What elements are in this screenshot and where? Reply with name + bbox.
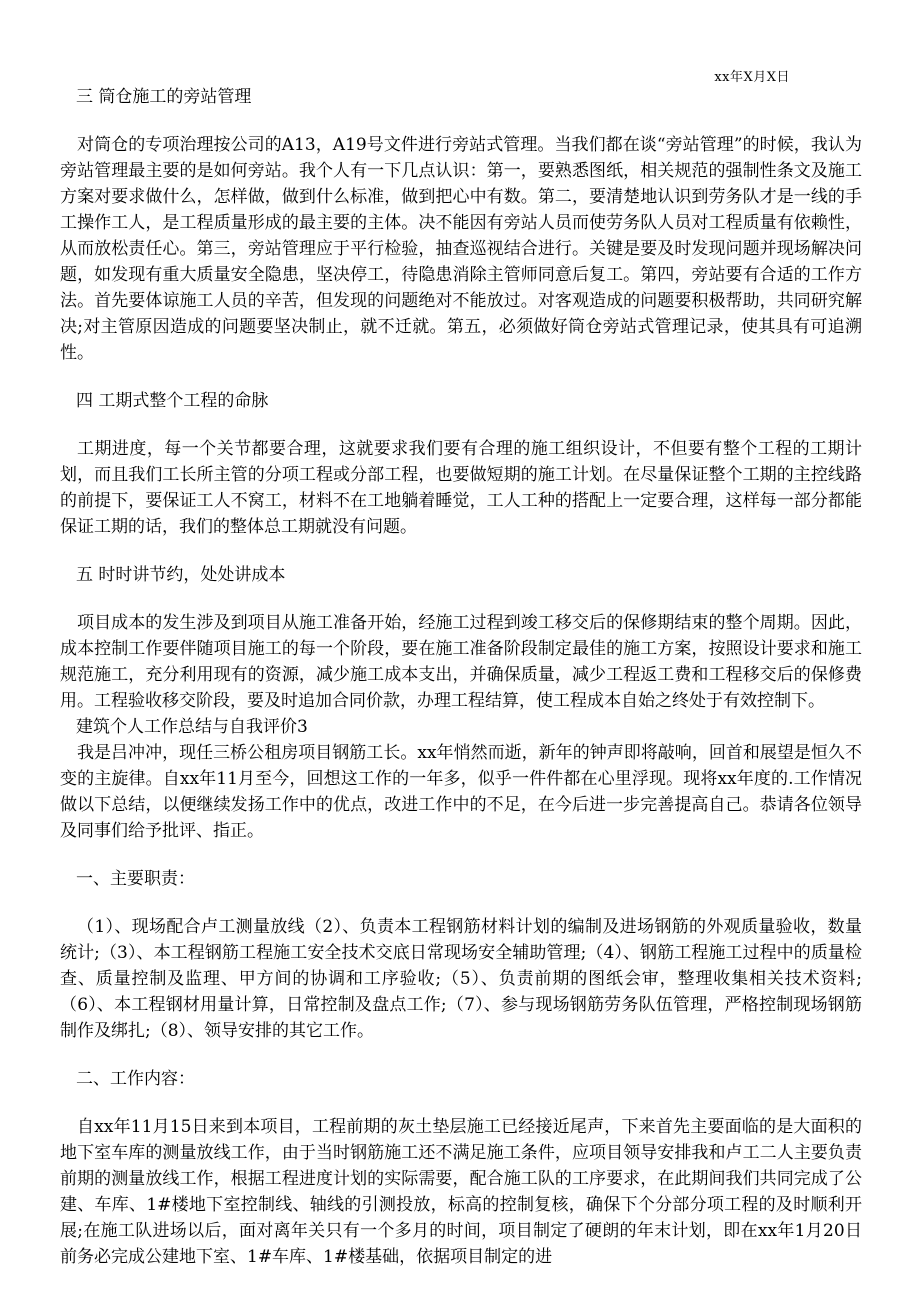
work-content-title: 二、工作内容： xyxy=(76,1069,195,1089)
duties-title: 一、主要职责： xyxy=(76,869,195,889)
document-3-intro: 我是吕冲冲，现任三桥公租房项目钢筋工长。xx年悄然而逝，新年的钟声即将敲响，回首和展望是恒久不变的主旋律。自xx年11月至今，回想这工作的一年多，似乎一件件都在心里浮现。现将xx年度的.工作情况做以下总结，以便继续发扬工作中的优点，改进工作中的不足，在今后进一步完善提高自己。恭请各位领导及同事们给予批评、指正。 xyxy=(60,743,862,841)
duties-body: （1）、现场配合卢工测量放线（2）、负责本工程钢筋材料计划的编制及进场钢筋的外观质量验收，数量统计;（3）、本工程钢筋工程施工安全技术交底日常现场安全辅助管理;（4）、钢筋工程施工过程中的质量检查、质量控制及监理、甲方间的协调和工序验收;（5）、负责前期的图纸会审，整理收集相关技术资料;（6）、本工程钢材用量计算，日常控制及盘点工作;（7）、参与现场钢筋劳务队伍管理，严格控制现场钢筋制作及绑扎;（8）、领导安排的其它工作。 xyxy=(60,917,862,1041)
section-4-title: 四 工期式整个工程的命脉 xyxy=(76,391,269,411)
section-4-body: 工期进度，每一个关节都要合理，这就要求我们要有合理的施工组织设计，不但要有整个工程的工期计划，而且我们工长所主管的分项工程或分部工程，也要做短期的施工计划。在尽量保证整个工期的主控线路的前提下，要保证工人不窝工，材料不在工地躺着睡觉，工人工种的搭配上一定要合理，这样每一部分都能保证工期的话，我们的整体总工期就没有问题。 xyxy=(60,439,862,537)
section-5-body: 项目成本的发生涉及到项目从施工准备开始，经施工过程到竣工移交后的保修期结束的整个周期。因此，成本控制工作要伴随项目施工的每一个阶段，要在施工准备阶段制定最佳的施工方案，按照设计要求和施工规范施工，充分利用现有的资源，减少施工成本支出，并确保质量，减少工程返工费和工程移交后的保修费用。工程验收移交阶段，要及时追加合同价款，办理工程结算，使工程成本自始之终处于有效控制下。 xyxy=(60,613,862,711)
header-date: xx年X月X日 xyxy=(714,70,790,85)
document-body xyxy=(60,84,862,1270)
section-3-body: 对筒仓的专项治理按公司的A13，A19号文件进行旁站式管理。当我们都在谈“旁站管理”的时候，我认为旁站管理最主要的是如何旁站。我个人有一下几点认识：第一，要熟悉图纸，相关规范的强制性条文及施工方案对要求做什么，怎样做，做到什么标准，做到把心中有数。第二，要清楚地认识到劳务队才是一线的手工操作工人，是工程质量形成的最主要的主体。决不能因有旁站人员而使劳务队人员对工程质量有依赖性，从而放松责任心。第三，旁站管理应于平行检验，抽查巡视结合进行。关键是要及时发现问题并现场解决问题，如发现有重大质量安全隐患，坚决停工，待隐患消除主管师同意后复工。第四，旁站要有合适的工作方法。首先要体谅施工人员的辛苦，但发现的问题绝对不能放过。对客观造成的问题要积极帮助，共同研究解决;对主管原因造成的问题要坚决制止，就不迁就。第五，必须做好筒仓旁站式管理记录，使其具有可追溯性。 xyxy=(60,135,862,363)
section-3-title: 三 筒仓施工的旁站管理 xyxy=(76,87,252,107)
section-5-title: 五 时时讲节约，处处讲成本 xyxy=(76,565,286,585)
work-content-body: 自xx年11月15日来到本项目，工程前期的灰土垫层施工已经接近尾声，下来首先主要面临的是大面积的地下室车库的测量放线工作，由于当时钢筋施工还不满足施工条件，应项目领导安排我和卢工二人主要负责前期的测量放线工作，根据工程进度计划的实际需要，配合施工队的工序要求，在此期间我们共同完成了公建、车库、1#楼地下室控制线、轴线的引测投放，标高的控制复核，确保下个分部分项工程的及时顺利开展;在施工队进场以后，面对离年关只有一个多月的时间，项目制定了硬朗的年末计划，即在xx年1月20日前务必完成公建地下室、1#车库、1#楼基础，依据项目制定的进 xyxy=(60,1117,862,1267)
document-3-title: 建筑个人工作总结与自我评价3 xyxy=(76,717,308,737)
